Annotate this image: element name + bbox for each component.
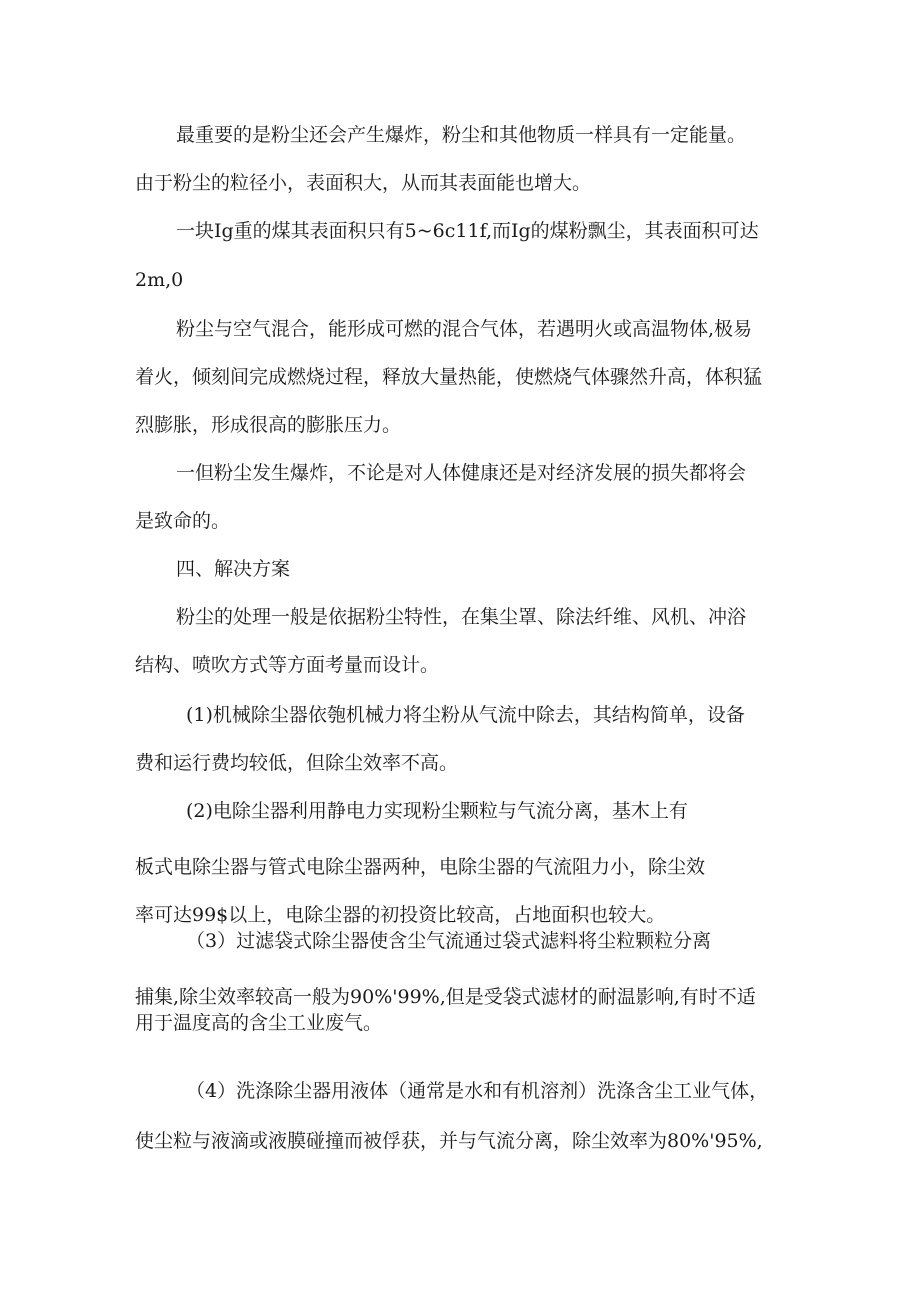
text-line: 一块Ig重的煤其表面积只有5~6c11f,而Ig的煤粉飘尘，其表面积可达 xyxy=(176,220,759,242)
text-line: 着火，倾刻间完成燃烧过程，释放大量热能，使燃烧气体骤然升高，体积猛 xyxy=(135,366,763,388)
text-line: 是致命的。 xyxy=(135,510,231,532)
text-line: （4）洗涤除尘器用液体（通常是水和有机溶剂）洗涤含尘工业气体， xyxy=(186,1080,769,1102)
text-line: 粉尘的处理一般是依据粉尘特性，在集尘罩、除法纤维、风机、冲浴 xyxy=(176,606,747,628)
text-line: 烈膨胀，形成很高的膨胀压力。 xyxy=(135,414,402,436)
text-line: 板式电除尘器与管式电除尘器两种，电除尘器的气流阻力小，除尘效 xyxy=(135,856,706,878)
text-line: （3）过滤袋式除尘器使含尘气流通过袋式滤料将尘粒颗粒分离 xyxy=(186,930,712,952)
text-line: 捕集,除尘效率较高一般为90%'99%,但是受袋式滤材的耐温影响,有时不适 xyxy=(135,986,756,1008)
text-line: 用于温度高的含尘工业废气。 xyxy=(135,1012,383,1034)
text-line: 率可达99$以上，电除尘器的初投资比较高，占地面积也较大。 xyxy=(135,904,666,926)
text-line: (1)机械除尘器依匏机械力将尘粉从气流中除去，其结构简单，设备 xyxy=(186,704,745,726)
text-line: (2)电除尘器利用静电力实现粉尘颗粒与气流分离，基木上有 xyxy=(186,800,688,822)
text-line: 费和运行费均较低，但除尘效率不高。 xyxy=(135,752,459,774)
text-line: 粉尘与空气混合，能形成可燃的混合气体，若遇明火或高温物体,极易 xyxy=(176,318,753,340)
text-line: 结构、喷吹方式等方面考量而设计。 xyxy=(135,654,440,676)
text-line: 最重要的是粉尘还会产生爆炸，粉尘和其他物质一样具有一定能量。 xyxy=(176,124,747,146)
text-line: 由于粉尘的粒径小，表面积大，从而其表面能也增大。 xyxy=(135,172,592,194)
section-heading: 四、解决方案 xyxy=(176,558,291,580)
text-line: 使尘粒与液滴或液膜碰撞而被俘获，并与气流分离，除尘效率为80%'95%, xyxy=(135,1130,763,1152)
text-line: 2m,0 xyxy=(135,269,184,291)
text-line: 一但粉尘发生爆炸，不论是对人体健康还是对经济发展的损失都将会 xyxy=(176,462,747,484)
